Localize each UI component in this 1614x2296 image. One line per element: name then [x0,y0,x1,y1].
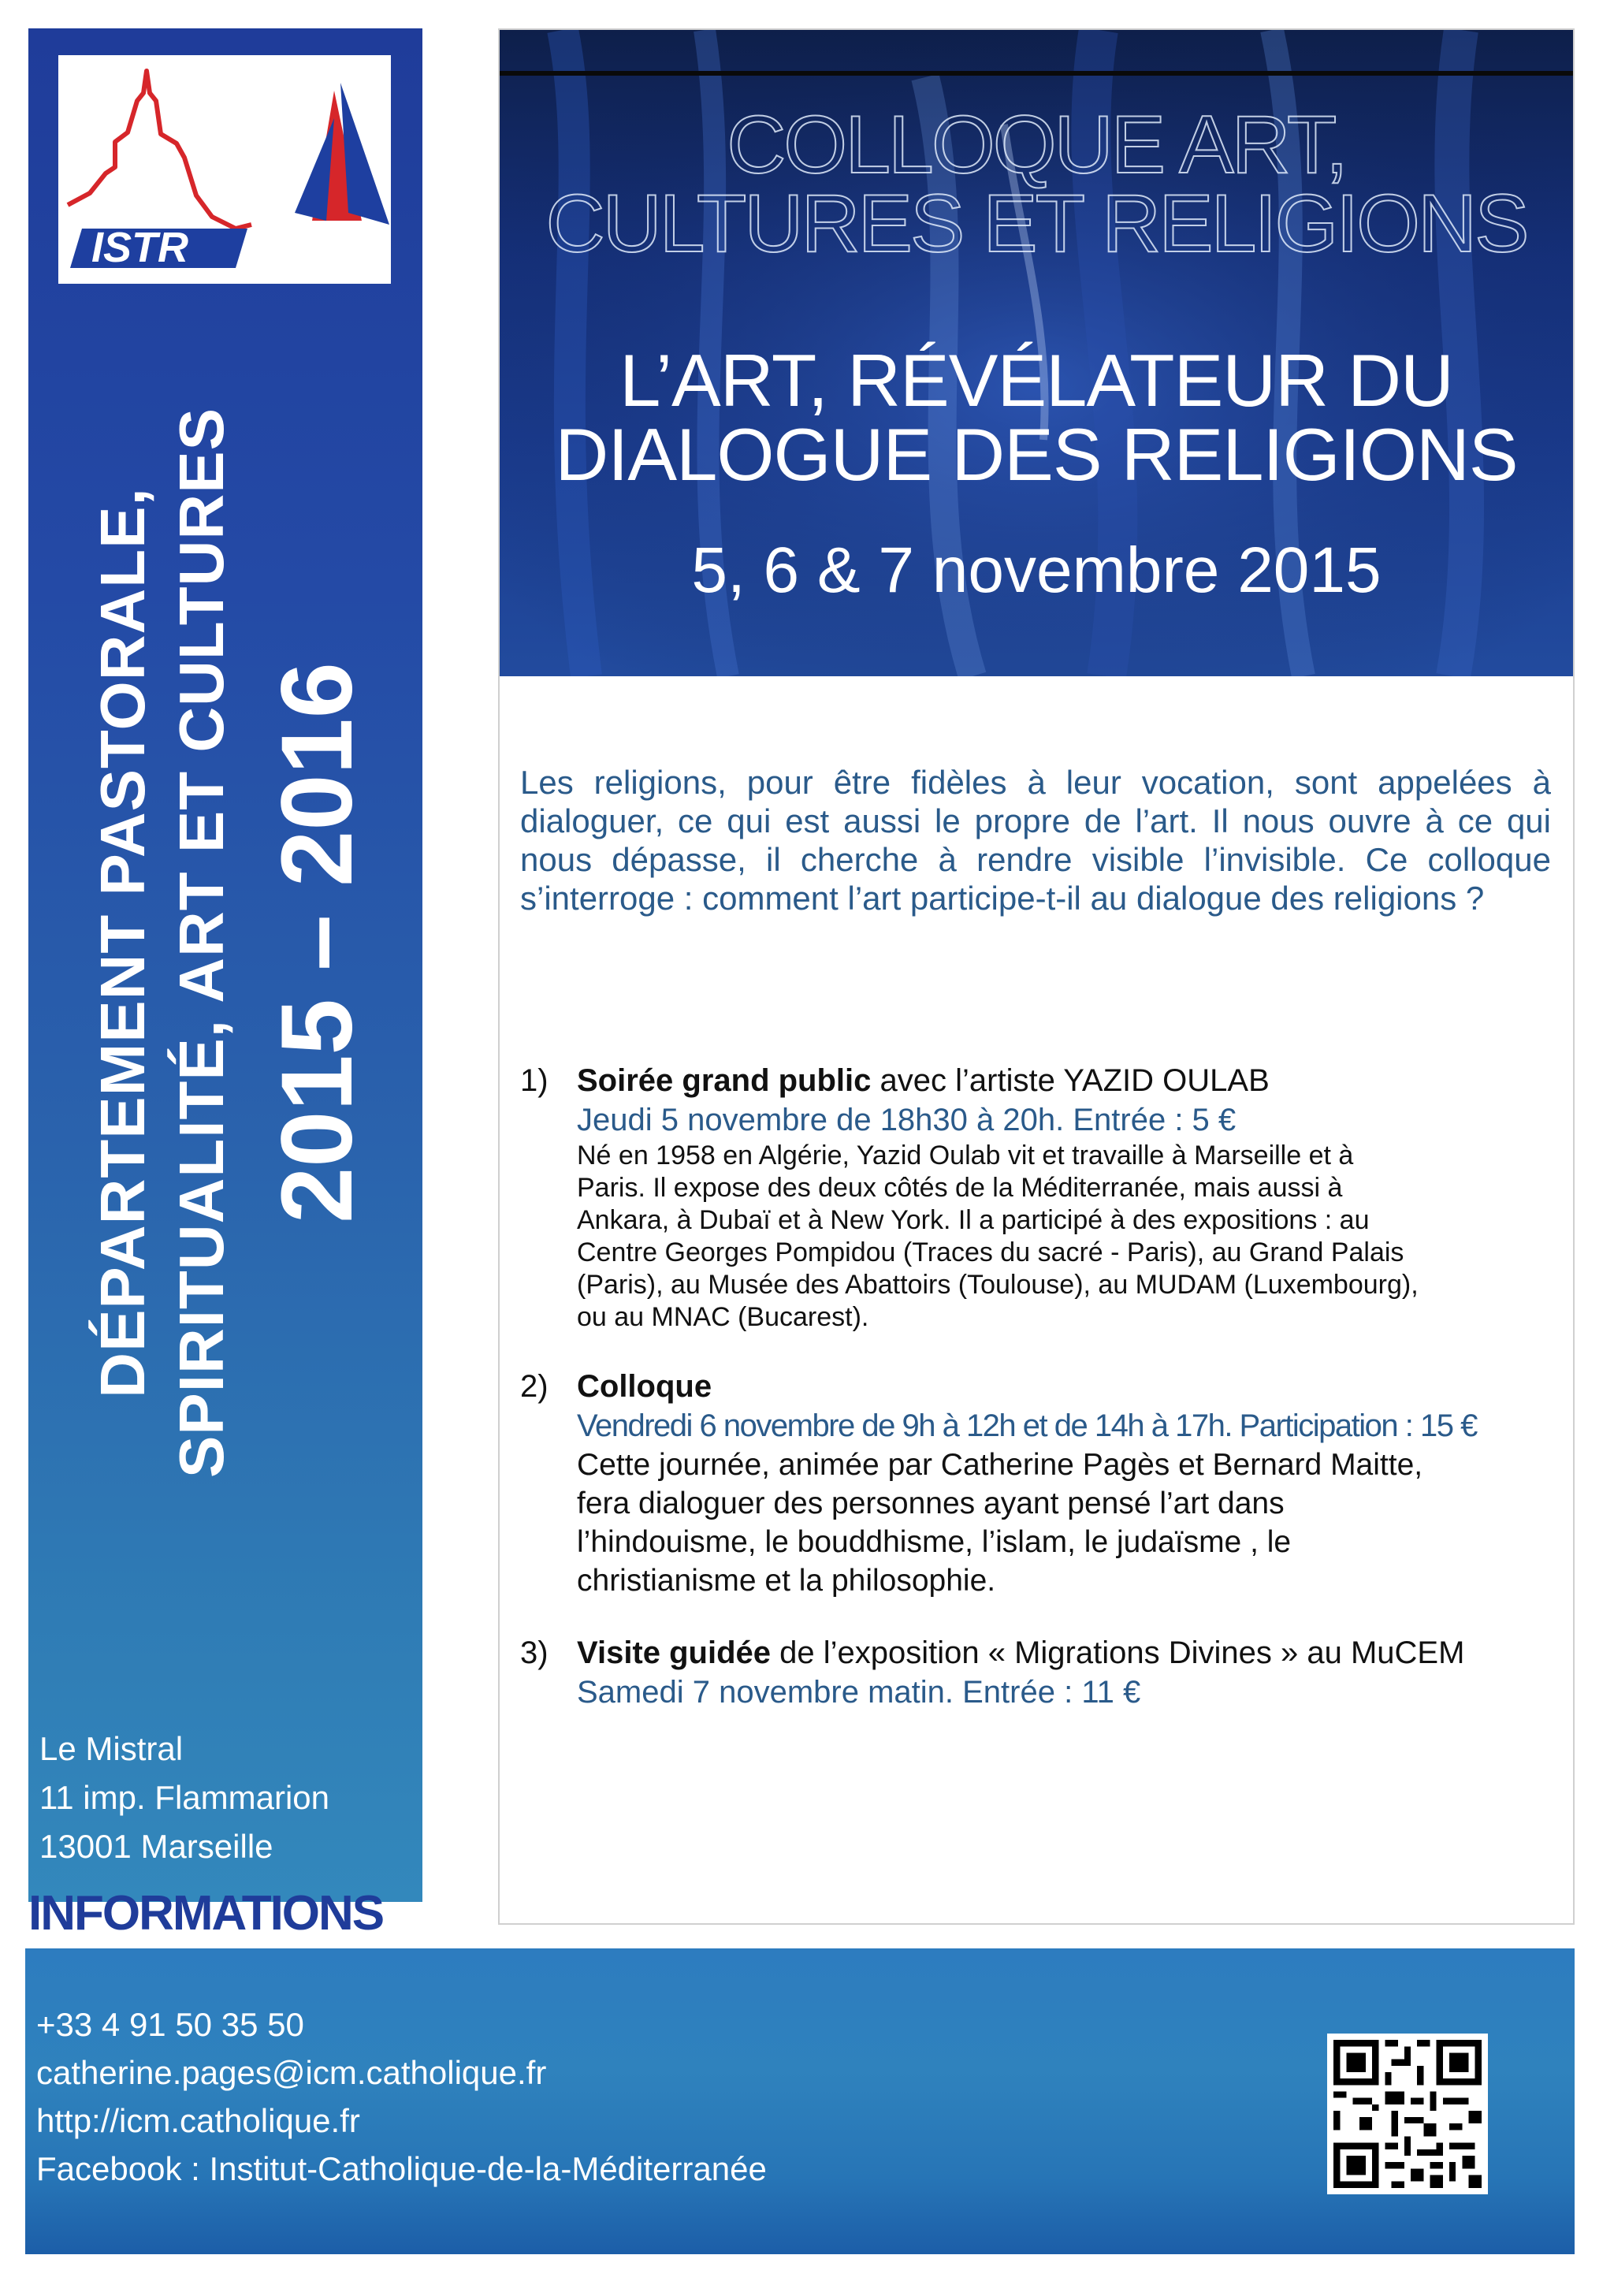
istr-logo-text: ISTR [91,224,189,271]
description-line: fera dialoguer des personnes ayant pensé l’art dans [577,1487,1285,1520]
qr-code-icon [1327,2034,1488,2194]
event-title [500,339,1573,496]
website-link[interactable]: http://icm.catholique.fr [36,2102,360,2139]
program-item-title: Visite guidée [577,1635,772,1670]
department-title-line2: SPIRITUALITÉ, ART ET CULTURES [166,407,236,1478]
program-item-description [577,1446,1554,1600]
program-item-description [577,1140,1554,1334]
event-title-line-1: L’ART, RÉVÉLATEUR DU [619,339,1453,422]
facebook-link[interactable]: Facebook : Institut-Catholique-de-la-Méditerranée [36,2150,767,2187]
contact-bar [25,1948,1575,2254]
description-line: Né en 1958 en Algérie, Yazid Oulab vit et travaille à Marseille et à [577,1141,1354,1170]
istr-logo-graphic [58,55,391,284]
program-item-number: 1) [520,1063,549,1098]
academic-years: 2015 – 2016 [261,662,374,1223]
program-item-subtitle: de l’exposition « Migrations Divines » au MuCEM [771,1635,1465,1670]
address-line-2: 11 imp. Flammarion [39,1779,329,1816]
program-item-number: 3) [520,1635,549,1670]
address-line-3: 13001 Marseille [39,1828,273,1865]
program-item-number: 2) [520,1369,549,1404]
colloque-outline-title [500,99,1573,270]
description-line: Centre Georges Pompidou (Traces du sacré - Paris), au Grand Palais [577,1237,1404,1267]
colloque-line-2: CULTURES ET RELIGIONS [545,178,1527,270]
event-title-line-2: DIALOGUE DES RELIGIONS [555,413,1518,496]
hero-banner [500,30,1573,676]
event-dates: 5, 6 & 7 novembre 2015 [691,534,1382,606]
department-vertical-title [84,391,430,1494]
program-item-schedule: Jeudi 5 novembre de 18h30 à 20h. Entrée : 5 € [577,1103,1237,1137]
qr-code-graphic [1327,2034,1488,2194]
program-item-schedule: Samedi 7 novembre matin. Entrée : 11 € [577,1675,1141,1710]
hero-top-rule [500,71,1573,76]
email-link[interactable]: catherine.pages@icm.catholique.fr [36,2054,547,2091]
description-line: (Paris), au Musée des Abattoirs (Toulouse), au MUDAM (Luxembourg), [577,1270,1419,1300]
intro-paragraph: Les religions, pour être fidèles à leur vocation, sont appelées à dialoguer, ce qui est aussi le propre de l’art. Il nous ouvre à ce qui nous dépasse, il cherche à rendre visible l’invisible. Ce colloque s’interroge : comment l’art participe-t-il au dialogue des religions ? [520,764,1551,917]
sidebar [28,28,422,1902]
address-block [39,1725,329,1871]
description-line: christianisme et la philosophie. [577,1564,996,1598]
department-title-line1: DÉPARTEMENT PASTORALE, [87,487,158,1398]
address-line-1: Le Mistral [39,1730,184,1767]
program-item-schedule: Vendredi 6 novembre de 9h à 12h et de 14h à 17h. Participation : 15 € [577,1408,1477,1443]
description-line: ou au MNAC (Bucarest). [577,1302,869,1332]
program-item-title: Colloque [577,1369,712,1404]
program-item-title: Soirée grand public [577,1063,872,1098]
istr-logo [58,55,391,284]
description-line: l’hindouisme, le bouddhisme, l’islam, le judaïsme , le [577,1525,1292,1559]
program-item-subtitle: avec l’artiste YAZID OULAB [871,1063,1270,1098]
colloque-line-1: COLLOQUE ART, [727,99,1346,191]
description-line: Paris. Il expose des deux côtés de la Méditerranée, mais aussi à [577,1173,1343,1203]
informations-heading: INFORMATIONS [28,1886,384,1941]
main-panel [498,28,1575,1925]
phone-number[interactable]: +33 4 91 50 35 50 [36,2006,304,2043]
contact-list [36,2000,767,2193]
description-line: Cette journée, animée par Catherine Pagès et Bernard Maitte, [577,1448,1423,1482]
description-line: Ankara, à Dubaï et à New York. Il a participé à des expositions : au [577,1205,1370,1235]
